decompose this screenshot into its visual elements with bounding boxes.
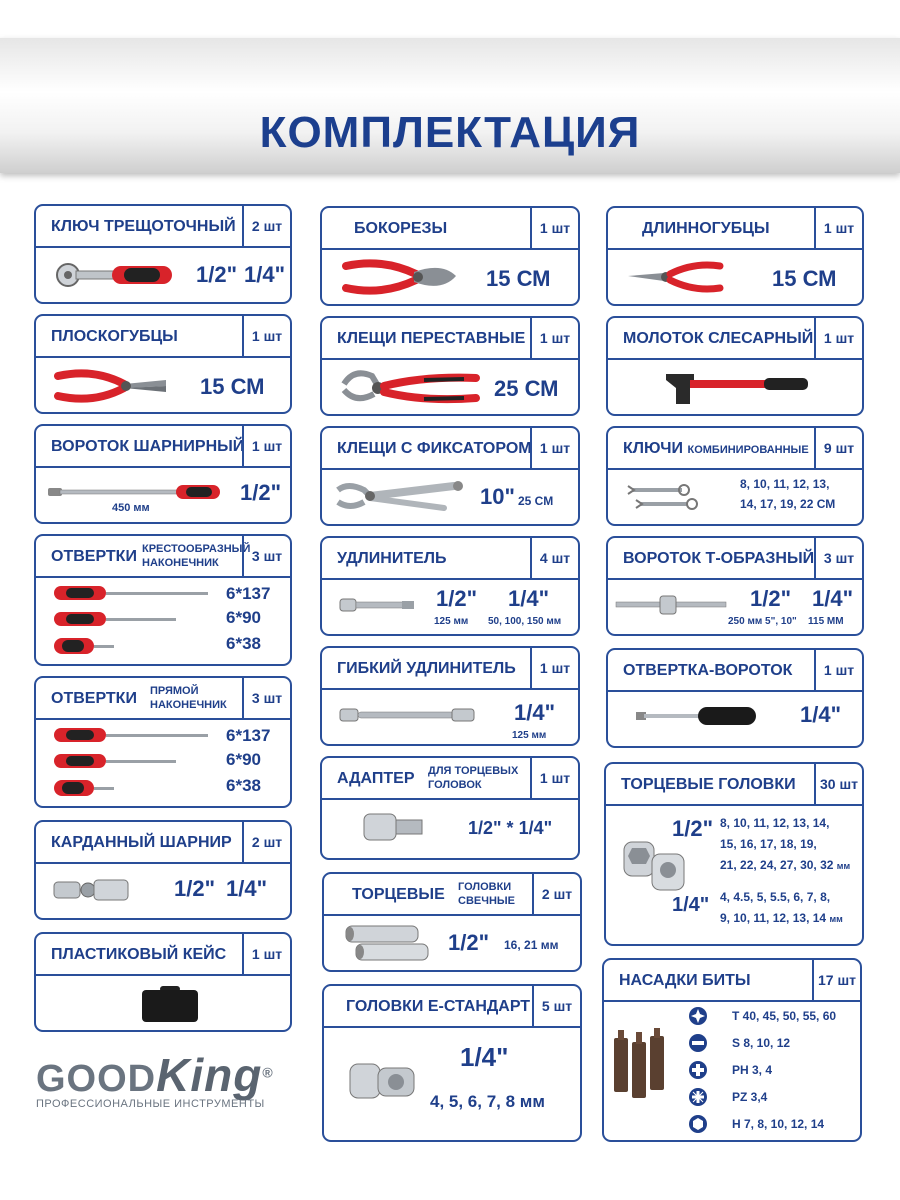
- length-label: 50, 100, 150 мм: [488, 616, 562, 627]
- item-name: КЛЮЧИ КОМБИНИРОВАННЫЕ: [623, 440, 809, 457]
- item-name: ОТВЕРТКИ: [51, 690, 137, 707]
- item-card-flexible-extension: [320, 646, 580, 746]
- item-card-plastic-case: [34, 932, 292, 1032]
- bits-icon: [610, 1028, 672, 1104]
- item-qty: 1 шт: [539, 770, 571, 786]
- size-label: 1/4": [460, 1042, 509, 1072]
- item-qty: 1 шт: [251, 438, 283, 454]
- item-name: УДЛИНИТЕЛЬ: [337, 550, 447, 567]
- size-label: 1/2": [436, 586, 478, 611]
- brand-logo: GOODKing® ПРОФЕССИОНАЛЬНЫЕ ИНСТРУМЕНТЫ: [36, 1049, 274, 1110]
- bit-size-label: H 7, 8, 10, 12, 14: [732, 1117, 825, 1131]
- size-label: 6*90: [226, 608, 261, 627]
- item-subtitle: ПРЯМОЙ НАКОНЕЧНИК: [150, 685, 227, 711]
- phillips-icon: [688, 1060, 708, 1080]
- length-label: 250 мм 5", 10": [728, 616, 797, 627]
- wrenches-icon: [626, 482, 702, 514]
- item-name: КЛЕЩИ ПЕРЕСТАВНЫЕ: [337, 330, 526, 347]
- size-label: 15 СМ: [772, 266, 837, 291]
- size-label: 1/4": [812, 586, 854, 611]
- item-card-spinner-handle: [606, 648, 864, 748]
- item-qty: 9 шт: [823, 440, 855, 456]
- size-label: 15 СМ: [486, 266, 551, 291]
- size-label: 1/2": [750, 586, 792, 611]
- item-card-sockets: [604, 762, 864, 946]
- screwdriver-set-icon: [52, 582, 212, 660]
- item-qty: 1 шт: [251, 946, 283, 962]
- adapter-icon: [362, 810, 426, 844]
- item-name: ПЛАСТИКОВЫЙ КЕЙС: [51, 946, 227, 963]
- flexible-extension-icon: [338, 706, 478, 724]
- breaker-bar-icon: [46, 482, 226, 502]
- item-name: КЛЮЧ ТРЕЩОТОЧНЫЙ: [51, 218, 236, 235]
- long-nose-pliers-icon: [624, 258, 724, 296]
- item-name: НАСАДКИ БИТЫ: [619, 972, 751, 989]
- item-card-universal-joint: [34, 820, 292, 920]
- size-label: 1/4": [244, 262, 286, 287]
- item-qty: 30 шт: [820, 776, 858, 792]
- item-card-bits: [602, 958, 862, 1142]
- size-list-line: 8, 10, 11, 12, 13,: [740, 477, 830, 491]
- size-list-line: 15, 16, 17, 18, 19,: [720, 837, 817, 851]
- item-name: КАРДАННЫЙ ШАРНИР: [51, 834, 232, 851]
- item-card-breaker-bar: [34, 424, 292, 524]
- hex-icon: [688, 1114, 708, 1134]
- screwdriver-set-icon: [52, 724, 212, 802]
- item-name: ТОРЦЕВЫЕ ГОЛОВКИ: [621, 776, 796, 793]
- item-name: МОЛОТОК СЛЕСАРНЫЙ: [623, 330, 814, 347]
- torx-icon: [688, 1006, 708, 1026]
- item-qty: 1 шт: [539, 220, 571, 236]
- item-qty: 2 шт: [251, 218, 283, 234]
- size-label: 6*137: [226, 584, 271, 603]
- item-card-side-cutters: [320, 206, 580, 306]
- brand-tagline: ПРОФЕССИОНАЛЬНЫЕ ИНСТРУМЕНТЫ: [36, 1098, 265, 1110]
- item-qty: 1 шт: [251, 328, 283, 344]
- bit-size-label: S 8, 10, 12: [732, 1036, 791, 1050]
- size-label: 1/2": [672, 816, 714, 841]
- size-label: 1/4": [800, 702, 842, 727]
- item-name: КЛЕЩИ С ФИКСАТОРОМ: [337, 440, 532, 457]
- size-mm-label: 4, 5, 6, 7, 8 мм: [430, 1092, 545, 1111]
- length-label: 125 мм: [434, 616, 469, 627]
- size-label: 1/4": [514, 700, 556, 725]
- case-icon: [140, 984, 200, 1024]
- item-card-extension: [320, 536, 580, 636]
- pliers-icon: [54, 366, 174, 406]
- size-list-line: 4, 4.5, 5, 5.5, 6, 7, 8,: [720, 890, 831, 904]
- item-qty: 1 шт: [539, 440, 571, 456]
- water-pump-pliers-icon: [334, 364, 482, 410]
- item-qty: 1 шт: [823, 220, 855, 236]
- item-card-locking-pliers: [320, 426, 580, 526]
- page-title: КОМПЛЕКТАЦИЯ: [259, 108, 641, 157]
- item-card-ratchet: [34, 204, 292, 304]
- slotted-icon: [688, 1033, 708, 1053]
- size-label: 6*137: [226, 726, 271, 745]
- sockets-icon: [622, 836, 688, 896]
- item-name: АДАПТЕР: [337, 770, 415, 787]
- item-name: ОТВЕРТКА-ВОРОТОК: [623, 662, 793, 679]
- size-list-line: 21, 22, 24, 27, 30, 32 мм: [720, 858, 851, 872]
- size-label: 1/4": [672, 894, 710, 916]
- item-qty: 1 шт: [539, 660, 571, 676]
- size-label: 1/2": [174, 876, 216, 901]
- t-handle-icon: [614, 592, 730, 616]
- item-name: ВОРОТОК Т-ОБРАЗНЫЙ: [623, 550, 815, 567]
- item-card-e-sockets: [322, 984, 582, 1142]
- item-subtitle: ГОЛОВКИ СВЕЧНЫЕ: [458, 881, 516, 907]
- item-subtitle: КРЕСТООБРАЗНЫЙ НАКОНЕЧНИК: [142, 543, 251, 569]
- item-card-long-nose-pliers: [606, 206, 864, 306]
- item-qty: 1 шт: [539, 330, 571, 346]
- item-card-spark-plug-sockets: [322, 872, 582, 972]
- item-name: БОКОРЕЗЫ: [354, 220, 448, 237]
- size-list-line: 9, 10, 11, 12, 13, 14 мм: [720, 911, 843, 925]
- item-name: ВОРОТОК ШАРНИРНЫЙ: [51, 438, 245, 455]
- size-label: 1/2": [448, 930, 490, 955]
- item-card-t-handle: [606, 536, 864, 636]
- item-name: ГИБКИЙ УДЛИНИТЕЛЬ: [337, 660, 516, 677]
- locking-pliers-icon: [334, 476, 464, 518]
- item-card-phillips-screwdrivers: [34, 534, 292, 666]
- item-qty: 5 шт: [541, 998, 573, 1014]
- item-qty: 2 шт: [541, 886, 573, 902]
- size-label: 15 СМ: [200, 374, 265, 399]
- item-qty: 3 шт: [823, 550, 855, 566]
- pozidriv-icon: [688, 1087, 708, 1107]
- size-label: 10": [480, 484, 515, 509]
- item-qty: 1 шт: [823, 330, 855, 346]
- extension-bar-icon: [338, 596, 418, 614]
- item-name: ПЛОСКОГУБЦЫ: [51, 328, 178, 345]
- size-label: 1/2" * 1/4": [468, 818, 553, 838]
- side-cutters-icon: [342, 256, 462, 298]
- size-label: 1/2": [240, 480, 282, 505]
- item-qty: 17 шт: [818, 972, 856, 988]
- item-qty: 1 шт: [823, 662, 855, 678]
- item-card-pliers: [34, 314, 292, 414]
- item-name: ОТВЕРТКИ: [51, 548, 137, 565]
- size-label: 6*38: [226, 776, 261, 795]
- spinner-handle-icon: [634, 704, 760, 728]
- size-label: 6*38: [226, 634, 261, 653]
- length-label: 125 мм: [512, 730, 547, 741]
- universal-joint-icon: [52, 876, 132, 904]
- size-mm-label: 16, 21 мм: [504, 938, 559, 952]
- item-card-hammer: [606, 316, 864, 416]
- size-label: 25 СМ: [494, 376, 559, 401]
- item-name: ДЛИННОГУБЦЫ: [642, 220, 770, 237]
- item-card-water-pump-pliers: [320, 316, 580, 416]
- hammer-icon: [664, 370, 814, 406]
- size-label: 1/4": [508, 586, 550, 611]
- item-name: ТОРЦЕВЫЕ: [352, 886, 445, 903]
- spark-plug-socket-icon: [342, 922, 434, 964]
- item-qty: 2 шт: [251, 834, 283, 850]
- ratchet-icon: [52, 260, 182, 290]
- e-socket-icon: [348, 1058, 418, 1104]
- size-list-line: 8, 10, 11, 12, 13, 14,: [720, 816, 830, 830]
- item-qty: 3 шт: [251, 548, 283, 564]
- item-subtitle: ДЛЯ ТОРЦЕВЫХ ГОЛОВОК: [428, 765, 519, 791]
- bit-size-label: PZ 3,4: [732, 1090, 768, 1104]
- title-banner: [0, 38, 900, 173]
- item-qty: 3 шт: [251, 690, 283, 706]
- item-card-adapter: [320, 756, 580, 860]
- item-card-combination-wrenches: [606, 426, 864, 526]
- bit-size-label: PH 3, 4: [732, 1063, 773, 1077]
- size-label: 6*90: [226, 750, 261, 769]
- size-cm-label: 25 СМ: [518, 494, 554, 508]
- bit-size-label: Т 40, 45, 50, 55, 60: [732, 1009, 837, 1023]
- item-card-flathead-screwdrivers: [34, 676, 292, 808]
- item-qty: 4 шт: [539, 550, 571, 566]
- length-label: 115 ММ: [808, 616, 844, 627]
- item-name: ГОЛОВКИ Е-СТАНДАРТ: [346, 998, 531, 1015]
- size-label: 1/2": [196, 262, 238, 287]
- length-label: 450 мм: [112, 502, 150, 514]
- size-list-line: 14, 17, 19, 22 СМ: [740, 497, 836, 511]
- size-label: 1/4": [226, 876, 268, 901]
